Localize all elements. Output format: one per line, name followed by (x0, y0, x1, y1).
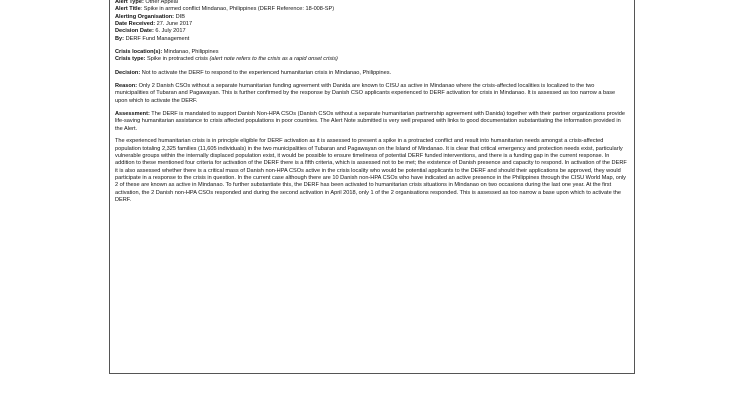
decision-date-line (115, 28, 629, 35)
alerting-org-label: Alerting Organisation: (115, 13, 175, 20)
crisis-type-value: Spike in protracted crisis (145, 56, 210, 63)
decision-date-label: Decision Date: (115, 28, 154, 35)
crisis-type-note: (alert note refers to the crisis as a rapid onset crisis) (209, 56, 338, 63)
header-block (115, 0, 629, 43)
alert-title-value: : Spike in armed conflict Mindanao, Philippines (DERF Reference: 18-008-SP) (140, 6, 335, 13)
alerting-org-line (115, 14, 629, 21)
reason-paragraph (115, 83, 629, 105)
assessment-paragraph (115, 111, 629, 133)
crisis-location-value: Mindanao, Philippines (162, 49, 219, 56)
decision-paragraph (115, 70, 629, 77)
reason-label: Reason: (115, 83, 138, 90)
crisis-block (115, 49, 629, 64)
alert-type-label: Alert Type: (115, 0, 144, 5)
assessment-text: The DERF is mandated to support Danish Non-HPA CSOs (Danish CSOs without a separate humanitarian partnership agreement with Danida) together with their partner organizations provide life-saving humanitarian assistance to crisis affected populations in poor countries. The Alert Note submitted is very well prepared with links to good documentation substantiating the information provided in the Alert. (115, 111, 626, 132)
alert-title-label: Alert Title (115, 6, 141, 13)
decision-date-value: 6. July 2017 (153, 28, 186, 35)
date-received-value: 27. June 2017 (155, 21, 193, 28)
alert-type-value: Other Appeal (143, 0, 179, 5)
crisis-location-label: Crisis location(s): (115, 49, 163, 56)
date-received-label: Date Received: (115, 21, 156, 28)
crisis-type-line (115, 56, 629, 63)
date-received-line (115, 21, 629, 28)
by-label: By: (115, 35, 125, 42)
assessment-paragraph-2: The experienced humanitarian crisis is in principle eligible for DERF activation as it is assessed to present a spike in a protracted conflict and result into humanitarian needs amongst a crisis-affected population totaling 2,325 families (11,605 individuals) in the two municipalities of Tubaran and Pagawayan on the Island of Mindanao. It is clear that critical emergency and protection needs exist, particularly vulnerable groups within the internally displaced population exist, it would be possible to ensure timeliness of potential DERF funded interventions, and there is a funding gap in the current response. In addition to these mentioned four criteria for activation of the DERF there is a fifth criteria, which is assessed not to be met; the existence of Danish presence and capacity to respond. In activation of the DERF it is also assessed whether there is a critical mass of Danish non-HPA CSOs active in the crisis locality who would be potential applicants to the DERF and should their applications be approved, they would participate in a response to the crisis in question. In the current case although there are 10 Danish non-HPA CSOs who have indicated an active presence in the Philippines through the CISU World Map, only 2 of these are known as active in Mindanao. To further substantiate this, the DERF has been activated to humanitarian crisis situations in Mindanao on two occasions during the last one year. At the first activation, the 2 Danish non-HPA CSOs responded and during the second activation in April 2018, only 1 of the 2 organisations responded. This is assessed as too narrow a base upon which to activate the DERF. (115, 138, 627, 203)
assessment-label: Assessment: (115, 111, 150, 118)
decision-label: Decision: (115, 69, 141, 76)
crisis-type-label: Crisis type: (115, 56, 146, 63)
by-value: DERF Fund Management (124, 35, 190, 42)
by-line (115, 36, 629, 43)
reason-text: Only 2 Danish CSOs without a separate humanitarian funding agreement with Danida are known to CISU as active in Mindanao where the crisis-affected localities is localized to the two municipalities of Tubaran and Pagawayan. This is further confirmed by the response by Danish CSO applicants experienced to DERF activation for crisis in Mindanao. It is assessed as too narrow a base upon which to activate the DERF. (115, 83, 616, 104)
alert-title-line (115, 6, 629, 13)
crisis-location-line (115, 49, 629, 56)
decision-document (109, 0, 635, 374)
decision-text: Not to activate the DERF to respond to the experienced humanitarian crisis in Mindanao, Philippines. (140, 69, 392, 76)
alerting-org-value: DIB (174, 13, 185, 20)
